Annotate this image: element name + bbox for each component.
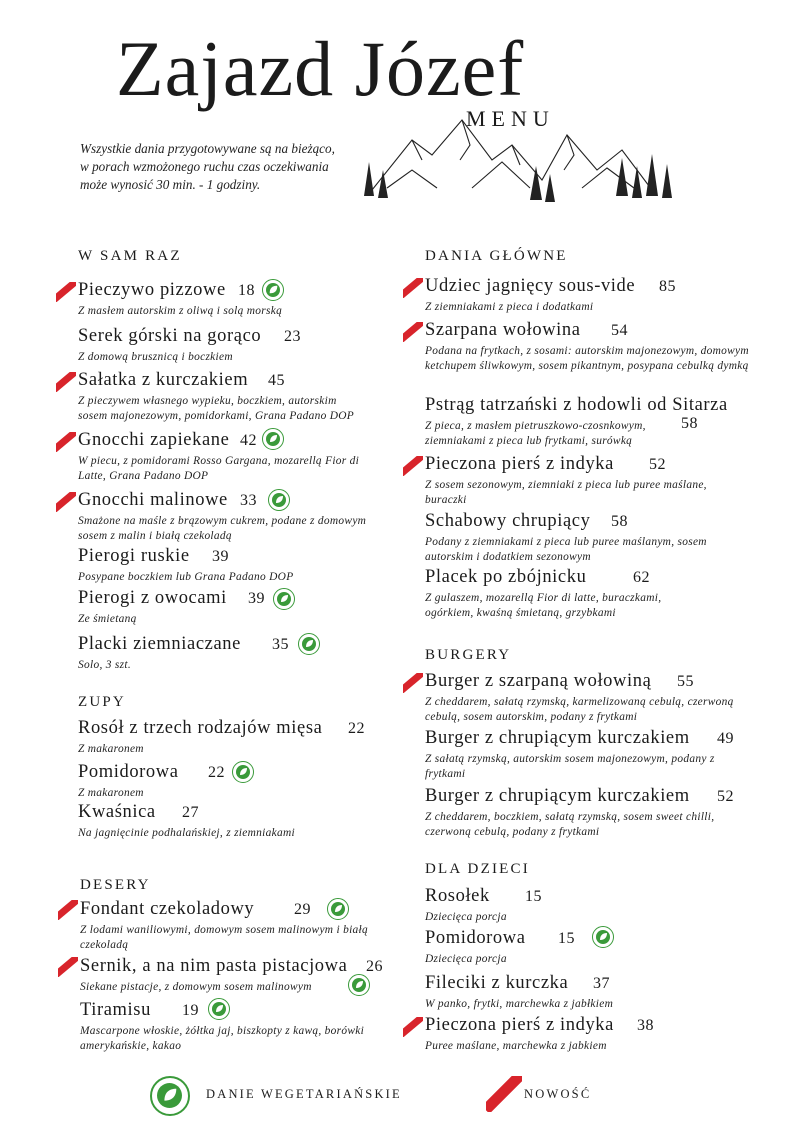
item-name: Fileciki z kurczka <box>425 973 569 993</box>
list-item <box>425 728 745 781</box>
new-ribbon-icon <box>56 492 76 512</box>
item-name: Placki ziemniaczane <box>78 634 241 654</box>
item-price: 38 <box>637 1017 654 1034</box>
list-item <box>78 546 378 585</box>
item-name: Rosół z trzech rodzajów mięsa <box>78 718 323 738</box>
item-description: Ze śmietaną <box>78 613 137 625</box>
leaf-icon <box>268 489 290 511</box>
item-name: Sałatka z kurczakiem <box>78 370 249 390</box>
item-description: Dziecięca porcja <box>425 953 507 965</box>
new-ribbon-icon <box>403 456 423 476</box>
item-description: Z pieczywem własnego wypieku, boczkiem, autorskim sosem majonezowym, pomidorkami, Grana Padano DOP <box>78 395 355 422</box>
new-ribbon-icon <box>58 957 78 977</box>
item-price: 15 <box>525 888 542 905</box>
list-item <box>78 430 378 483</box>
item-description: Z sałatą rzymską, autorskim sosem majonezowym, podany z frytkami <box>425 753 715 780</box>
item-price: 37 <box>593 975 610 992</box>
list-item <box>425 928 725 967</box>
item-name: Pieczywo pizzowe <box>78 280 226 300</box>
item-name: Pieczona pierś z indyka <box>425 454 614 474</box>
item-price: 85 <box>659 278 676 295</box>
leaf-icon <box>592 926 614 948</box>
item-name: Burger z chrupiącym kurczakiem <box>425 786 690 806</box>
item-name: Sernik, a na nim pasta pistacjowa <box>80 956 348 976</box>
leaf-icon <box>208 998 230 1020</box>
list-item <box>78 762 378 801</box>
item-price: 42 <box>240 432 257 449</box>
item-name: Pierogi z owocami <box>78 588 227 608</box>
list-item <box>425 276 745 315</box>
item-name: Serek górski na gorąco <box>78 326 262 346</box>
list-item <box>425 1015 745 1054</box>
item-description: Siekane pistacje, z domowym sosem malinowym <box>80 981 312 993</box>
leaf-icon <box>150 1076 190 1116</box>
list-item <box>78 634 378 673</box>
item-name: Burger z chrupiącym kurczakiem <box>425 728 690 748</box>
leaf-icon <box>262 428 284 450</box>
item-price: 58 <box>611 513 628 530</box>
item-name: Pieczona pierś z indyka <box>425 1015 614 1035</box>
item-description: Puree maślane, marchewka z jabkiem <box>425 1040 607 1052</box>
list-item <box>425 973 725 1012</box>
new-ribbon-icon <box>56 282 76 302</box>
item-price: 29 <box>294 901 311 918</box>
item-name: Pierogi ruskie <box>78 546 190 566</box>
new-ribbon-icon <box>403 1017 423 1037</box>
new-ribbon-icon <box>486 1076 522 1112</box>
list-item <box>78 370 378 423</box>
restaurant-title: Zajazd Józef <box>116 25 525 112</box>
section-title-zupy: ZUPY <box>78 694 126 710</box>
item-price: 62 <box>633 569 650 586</box>
list-item <box>425 511 745 564</box>
new-ribbon-icon <box>403 322 423 342</box>
list-item <box>78 802 388 841</box>
item-name: Fondant czekoladowy <box>80 899 255 919</box>
leaf-icon <box>298 633 320 655</box>
list-item <box>425 395 765 448</box>
item-price: 35 <box>272 636 289 653</box>
legend-new-label: NOWOŚĆ <box>524 1087 592 1101</box>
legend-vegetarian-label: DANIE WEGETARIAŃSKIE <box>206 1087 402 1101</box>
item-description: Z pieca, z masłem pietruszkowo-czosnkowym, ziemniakami z pieca lub frytkami, surówką <box>425 420 646 447</box>
new-ribbon-icon <box>58 900 78 920</box>
item-description: Z lodami waniliowymi, domowym sosem malinowym i białą czekoladą <box>80 924 369 951</box>
leaf-icon <box>327 898 349 920</box>
item-price: 58 <box>681 415 698 432</box>
list-item <box>80 956 390 995</box>
item-description: Mascarpone włoskie, żółtka jaj, biszkopty z kawą, borówki amerykańskie, kakao <box>80 1025 365 1052</box>
new-ribbon-icon <box>403 673 423 693</box>
item-price: 54 <box>611 322 628 339</box>
item-description: W panko, frytki, marchewka z jabłkiem <box>425 998 614 1010</box>
new-ribbon-icon <box>403 278 423 298</box>
item-name: Kwaśnica <box>78 802 156 822</box>
item-price: 52 <box>649 456 666 473</box>
list-item <box>78 718 388 757</box>
item-name: Szarpana wołowina <box>425 320 581 340</box>
item-name: Placek po zbójnicku <box>425 567 587 587</box>
list-item <box>425 786 745 839</box>
item-description: Posypane boczkiem lub Grana Padano DOP <box>78 571 294 583</box>
item-price: 15 <box>558 930 575 947</box>
item-name: Pstrąg tatrzański z hodowli od Sitarza <box>425 395 728 415</box>
item-description: Na jagnięcinie podhalańskiej, z ziemniakami <box>78 827 295 839</box>
section-title-desery: DESERY <box>80 877 151 893</box>
item-price: 27 <box>182 804 199 821</box>
list-item <box>425 567 745 620</box>
section-title-w-sam-raz: W SAM RAZ <box>78 248 182 264</box>
item-name: Pomidorowa <box>425 928 526 948</box>
item-name: Burger z szarpaną wołowiną <box>425 671 652 691</box>
item-name: Gnocchi malinowe <box>78 490 228 510</box>
item-price: 19 <box>182 1002 199 1019</box>
new-ribbon-icon <box>56 432 76 452</box>
list-item <box>425 671 745 724</box>
item-price: 26 <box>366 958 383 975</box>
item-name: Udziec jagnięcy sous-vide <box>425 276 636 296</box>
item-description: Dziecięca porcja <box>425 911 507 923</box>
new-ribbon-icon <box>56 372 76 392</box>
section-title-burgery: BURGERY <box>425 647 512 663</box>
leaf-icon <box>273 588 295 610</box>
item-description: Solo, 3 szt. <box>78 659 131 671</box>
list-item <box>78 280 378 319</box>
item-description: W piecu, z pomidorami Rosso Gargana, mozarellą Fior di Latte, Grana Padano DOP <box>78 455 360 482</box>
item-name: Rosołek <box>425 886 490 906</box>
item-description: Z cheddarem, sałatą rzymską, karmelizowaną cebulą, czerwoną cebulą, sosem autorskim, podany z frytkami <box>425 696 734 723</box>
item-description: Z masłem autorskim z oliwą i solą morską <box>78 305 283 317</box>
list-item <box>78 326 378 365</box>
leaf-icon <box>262 279 284 301</box>
item-name: Schabowy chrupiący <box>425 511 591 531</box>
leaf-icon <box>348 974 370 996</box>
item-price: 52 <box>717 788 734 805</box>
item-name: Tiramisu <box>80 1000 151 1020</box>
item-price: 33 <box>240 492 257 509</box>
item-price: 22 <box>208 764 225 781</box>
section-title-dania-glowne: DANIA GŁÓWNE <box>425 248 568 264</box>
item-price: 45 <box>268 372 285 389</box>
item-description: Z makaronem <box>78 743 144 755</box>
section-title-dla-dzieci: DLA DZIECI <box>425 861 530 877</box>
item-price: 22 <box>348 720 365 737</box>
item-price: 55 <box>677 673 694 690</box>
intro-text: Wszystkie dania przygotowywane są na bieżąco, w porach wzmożonego ruchu czas oczekiwania może wynosić 30 min. - 1 godziny. <box>80 141 335 192</box>
list-item <box>80 1000 380 1053</box>
item-price: 49 <box>717 730 734 747</box>
list-item <box>425 454 745 507</box>
item-description: Smażone na maśle z brązowym cukrem, podane z domowym sosem z malin i białą czekoladą <box>78 515 367 542</box>
list-item <box>78 588 378 627</box>
item-description: Podany z ziemniakami z pieca lub puree maślanym, sosem autorskim i dodatkiem sezonowym <box>425 536 707 563</box>
item-price: 18 <box>238 282 255 299</box>
item-description: Z makaronem <box>78 787 144 799</box>
list-item <box>78 490 378 543</box>
item-description: Z gulaszem, mozarellą Fior di latte, buraczkami, ogórkiem, kwaśną śmietaną, grzybkami <box>425 592 662 619</box>
item-name: Pomidorowa <box>78 762 179 782</box>
item-name: Gnocchi zapiekane <box>78 430 230 450</box>
leaf-icon <box>232 761 254 783</box>
item-description: Z ziemniakami z pieca i dodatkami <box>425 301 594 313</box>
item-description: Z domową brusznicą i boczkiem <box>78 351 233 363</box>
menu-label: MENU <box>466 106 555 131</box>
item-price: 39 <box>248 590 265 607</box>
list-item <box>425 320 760 373</box>
item-price: 23 <box>284 328 301 345</box>
item-description: Z sosem sezonowym, ziemniaki z pieca lub puree maślane, buraczki <box>425 479 707 506</box>
item-description: Z cheddarem, boczkiem, sałatą rzymską, sosem sweet chilli, czerwoną cebulą, podany z frytkami <box>425 811 715 838</box>
list-item <box>425 886 725 925</box>
item-price: 39 <box>212 548 229 565</box>
item-description: Podana na frytkach, z sosami: autorskim majonezowym, domowym ketchupem śliwkowym, sosem pikantnym, posypana cebulką dymką <box>425 345 749 372</box>
